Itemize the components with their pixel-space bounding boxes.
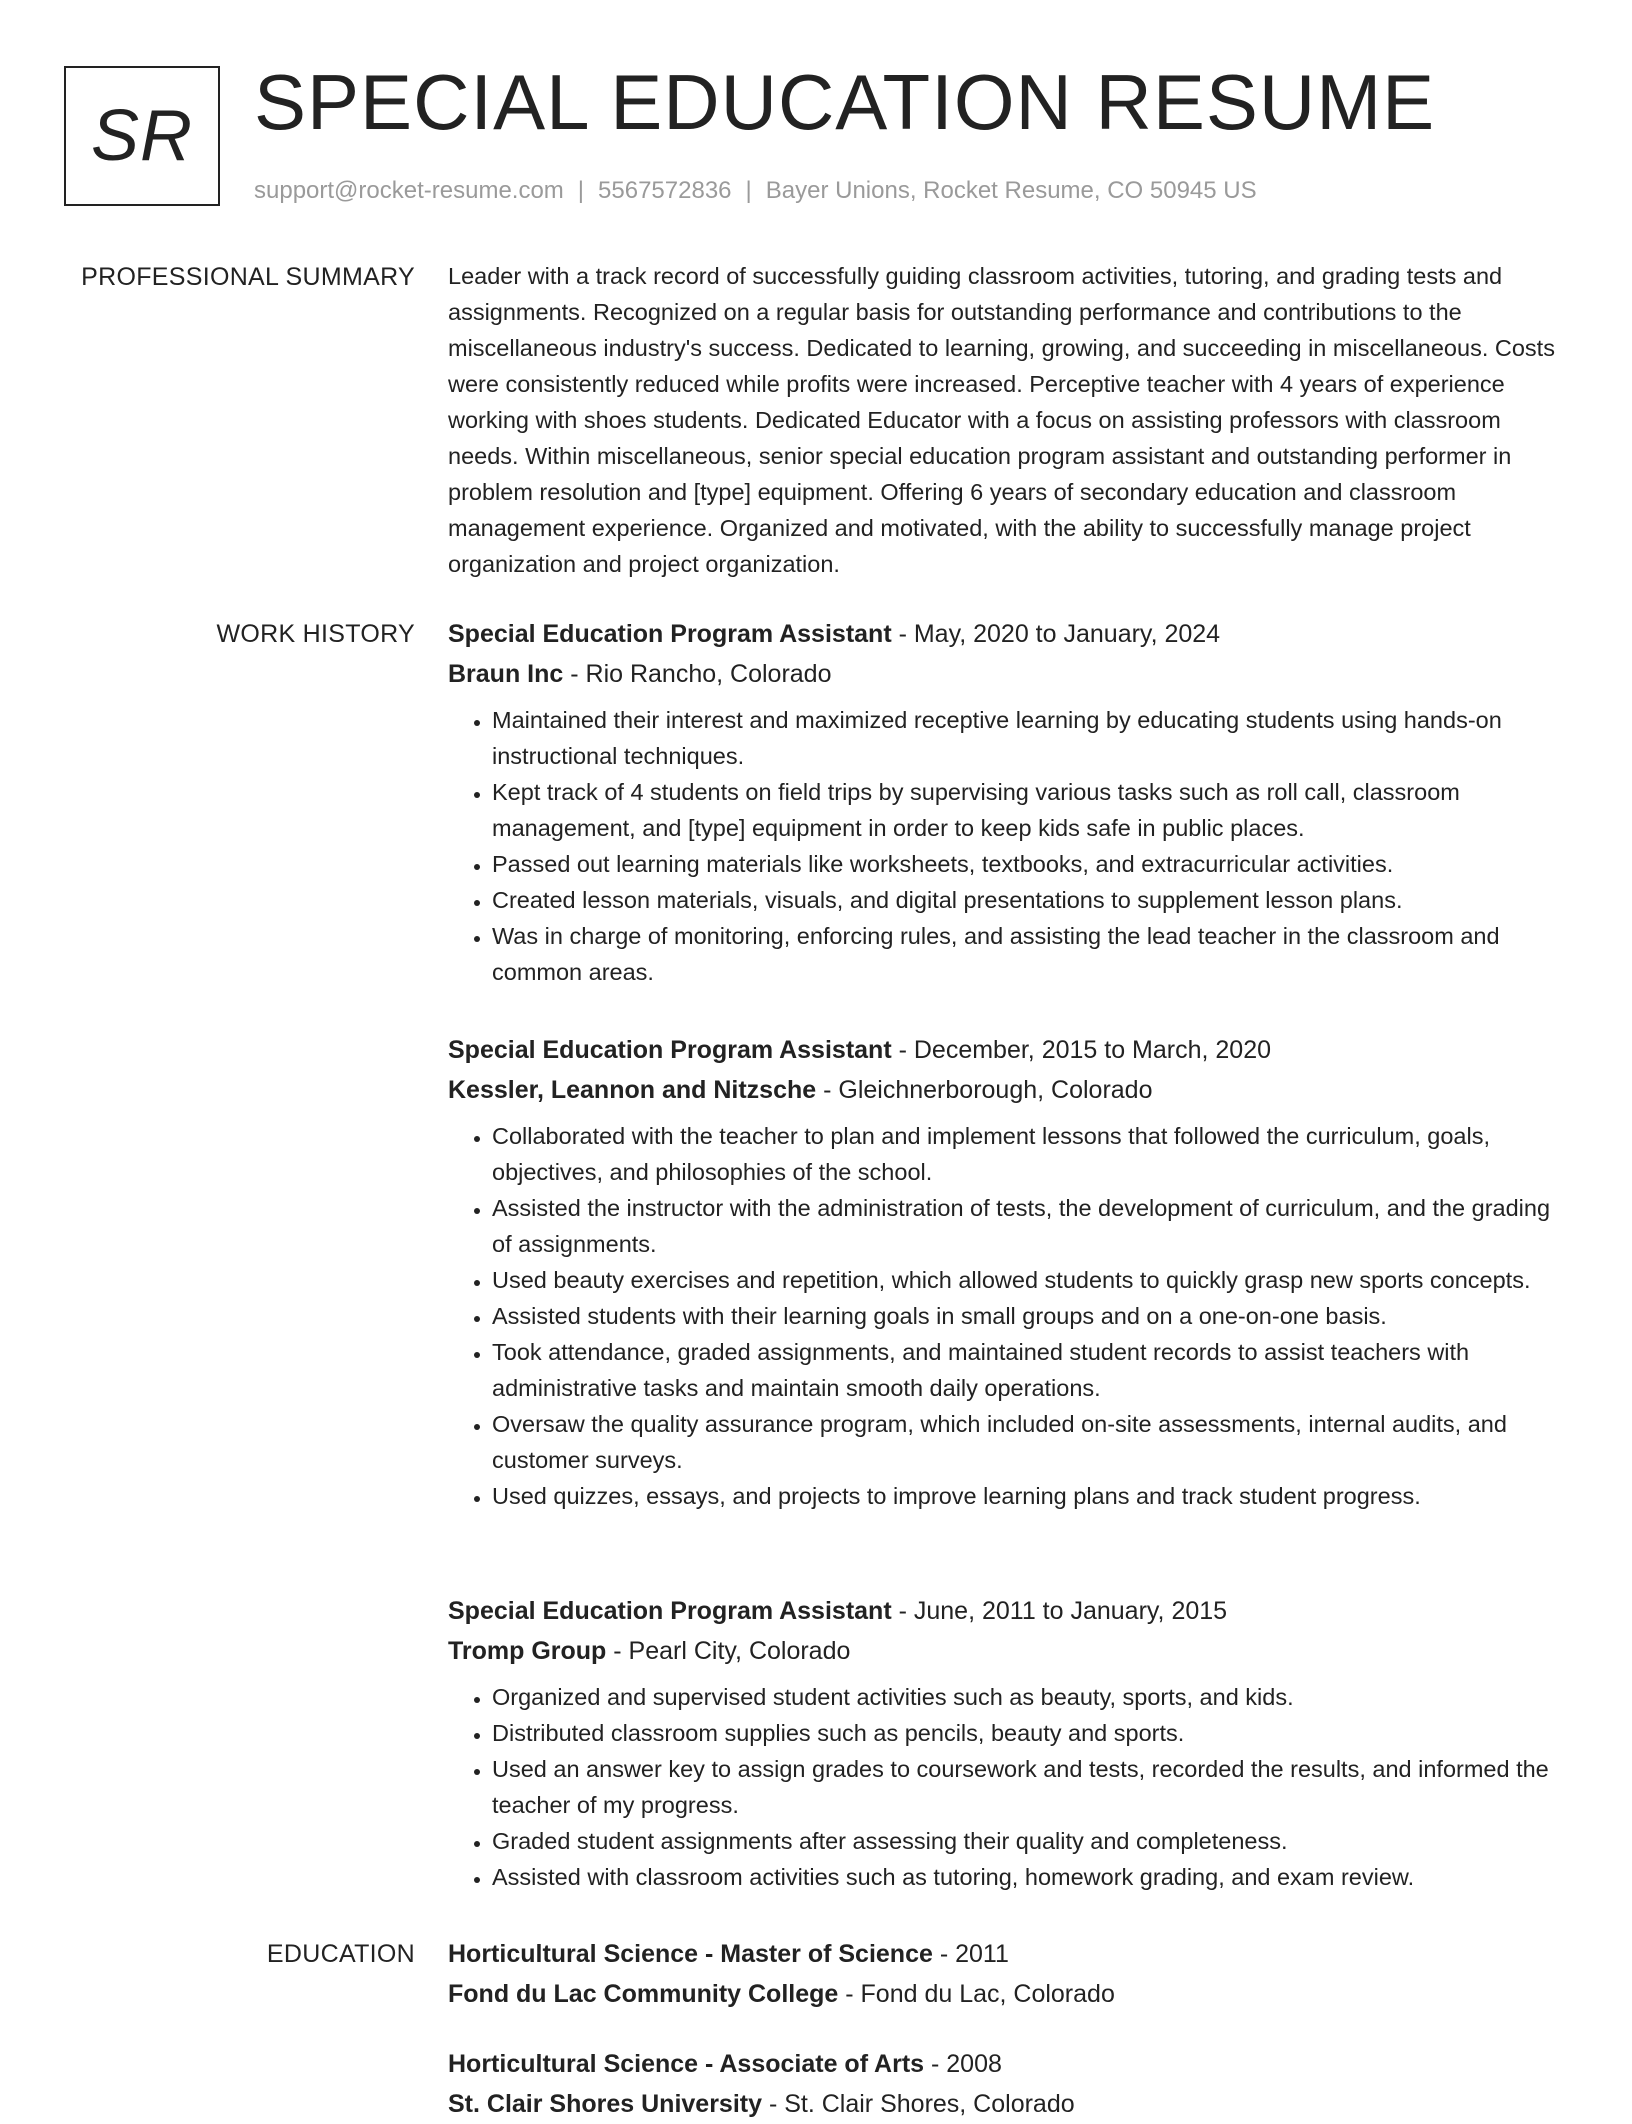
job-dates: - May, 2020 to January, 2024 bbox=[891, 620, 1221, 648]
job-location: - Pearl City, Colorado bbox=[606, 1637, 851, 1665]
job-entry bbox=[448, 614, 1570, 990]
job-company-line bbox=[448, 1070, 1570, 1110]
job-dates: - December, 2015 to March, 2020 bbox=[891, 1036, 1272, 1064]
contact-address: Bayer Unions, Rocket Resume, CO 50945 US bbox=[765, 177, 1257, 204]
section-label-work-history: WORK HISTORY bbox=[216, 620, 415, 648]
education-school-line bbox=[448, 1974, 1570, 2014]
job-company-line bbox=[448, 654, 1570, 694]
job-entry bbox=[448, 1030, 1570, 1514]
contact-phone[interactable]: 5567572836 bbox=[598, 177, 732, 204]
education-entry bbox=[448, 2044, 1570, 2124]
education-location: - St. Clair Shores, Colorado bbox=[762, 2090, 1075, 2118]
summary-body bbox=[448, 258, 1570, 582]
education-year: - 2008 bbox=[924, 2050, 1002, 2078]
job-company: Braun Inc bbox=[448, 660, 564, 688]
contact-line bbox=[254, 174, 1257, 208]
job-bullet: • Was in charge of monitoring, enforcing rules, and assisting the lead teacher in the classroom and common areas. bbox=[492, 918, 1570, 990]
resume-title: SPECIAL EDUCATION RESUME bbox=[254, 58, 1436, 146]
section-label-summary: PROFESSIONAL SUMMARY bbox=[81, 263, 415, 291]
job-bullet: • Created lesson materials, visuals, and digital presentations to supplement lesson plans. bbox=[492, 882, 1570, 918]
education-school-line bbox=[448, 2084, 1570, 2124]
job-title: Special Education Program Assistant bbox=[448, 1597, 892, 1625]
job-bullet-list bbox=[448, 1118, 1570, 1514]
education-degree: Horticultural Science - Associate of Arts bbox=[448, 2050, 925, 2078]
contact-separator: | bbox=[577, 177, 585, 204]
job-bullet: • Collaborated with the teacher to plan and implement lessons that followed the curriculum, goals, objectives, and philosophies of the school. bbox=[492, 1118, 1570, 1190]
job-title-line bbox=[448, 614, 1570, 654]
job-bullet: • Organized and supervised student activities such as beauty, sports, and kids. bbox=[492, 1679, 1570, 1715]
job-bullet: • Oversaw the quality assurance program, which included on-site assessments, internal audits, and customer surveys. bbox=[492, 1406, 1570, 1478]
job-bullet: • Distributed classroom supplies such as pencils, beauty and sports. bbox=[492, 1715, 1570, 1751]
job-bullet-list bbox=[448, 702, 1570, 990]
job-bullet: • Took attendance, graded assignments, and maintained student records to assist teachers with administrative tasks and maintain smooth daily operations. bbox=[492, 1334, 1570, 1406]
job-bullet: • Assisted the instructor with the administration of tests, the development of curriculum, and the grading of assignments. bbox=[492, 1190, 1570, 1262]
education-school: St. Clair Shores University bbox=[448, 2090, 763, 2118]
job-dates: - June, 2011 to January, 2015 bbox=[891, 1597, 1228, 1625]
job-title-line bbox=[448, 1591, 1570, 1631]
job-bullet: • Graded student assignments after assessing their quality and completeness. bbox=[492, 1823, 1570, 1859]
job-bullet: • Used beauty exercises and repetition, which allowed students to quickly grasp new sports concepts. bbox=[492, 1262, 1570, 1298]
job-company: Tromp Group bbox=[448, 1637, 607, 1665]
education-year: - 2011 bbox=[932, 1940, 1009, 1968]
job-bullet: • Maintained their interest and maximized receptive learning by educating students using hands-on instructional techniques. bbox=[492, 702, 1570, 774]
education-degree-line bbox=[448, 1934, 1570, 1974]
monogram-initials: SR bbox=[90, 96, 194, 176]
job-bullet: • Assisted students with their learning goals in small groups and on a one-on-one basis. bbox=[492, 1298, 1570, 1334]
job-company: Kessler, Leannon and Nitzsche bbox=[448, 1076, 817, 1104]
job-location: - Rio Rancho, Colorado bbox=[563, 660, 832, 688]
job-bullet: • Kept track of 4 students on field trips by supervising various tasks such as roll call, classroom management, and [type] equipment in order to keep kids safe in public places. bbox=[492, 774, 1570, 846]
education-location: - Fond du Lac, Colorado bbox=[838, 1980, 1115, 2008]
contact-separator: | bbox=[745, 177, 752, 204]
job-bullet: • Passed out learning materials like worksheets, textbooks, and extracurricular activities. bbox=[492, 846, 1570, 882]
contact-email[interactable]: support@rocket-resume.com bbox=[254, 177, 564, 204]
job-company-line bbox=[448, 1631, 1570, 1671]
job-location: - Gleichnerborough, Colorado bbox=[816, 1076, 1153, 1104]
job-entry bbox=[448, 1591, 1570, 1895]
summary-text: Leader with a track record of successfully guiding classroom activities, tutoring, and grading tests and assignments. Recognized on a regular basis for outstanding performance and contributions to the miscellaneous industry's success. Dedicated to learning, growing, and succeeding in miscellaneous. Costs were consistently reduced while profits were increased. Perceptive teacher with 4 years of experience working with shoes students. Dedicated Educator with a focus on assisting professors with classroom needs. Within miscellaneous, senior special education program assistant and outstanding performer in problem resolution and [type] equipment. Offering 6 years of secondary education and classroom management experience. Organized and motivated, with the ability to successfully manage project organization and project organization. bbox=[448, 263, 1555, 577]
job-title-line bbox=[448, 1030, 1570, 1070]
monogram-badge bbox=[64, 66, 220, 206]
job-bullet: • Assisted with classroom activities such as tutoring, homework grading, and exam review. bbox=[492, 1859, 1570, 1895]
education-degree: Horticultural Science - Master of Science bbox=[448, 1940, 933, 1968]
education-school: Fond du Lac Community College bbox=[448, 1980, 839, 2008]
job-title: Special Education Program Assistant bbox=[448, 620, 892, 648]
education-entry bbox=[448, 1934, 1570, 2014]
education-degree-line bbox=[448, 2044, 1570, 2084]
job-bullet: • Used quizzes, essays, and projects to improve learning plans and track student progress. bbox=[492, 1478, 1570, 1514]
job-title: Special Education Program Assistant bbox=[448, 1036, 892, 1064]
section-label-education: EDUCATION bbox=[266, 1940, 415, 1968]
job-bullet-list bbox=[448, 1679, 1570, 1895]
job-bullet: • Used an answer key to assign grades to coursework and tests, recorded the results, and informed the teacher of my progress. bbox=[492, 1751, 1570, 1823]
